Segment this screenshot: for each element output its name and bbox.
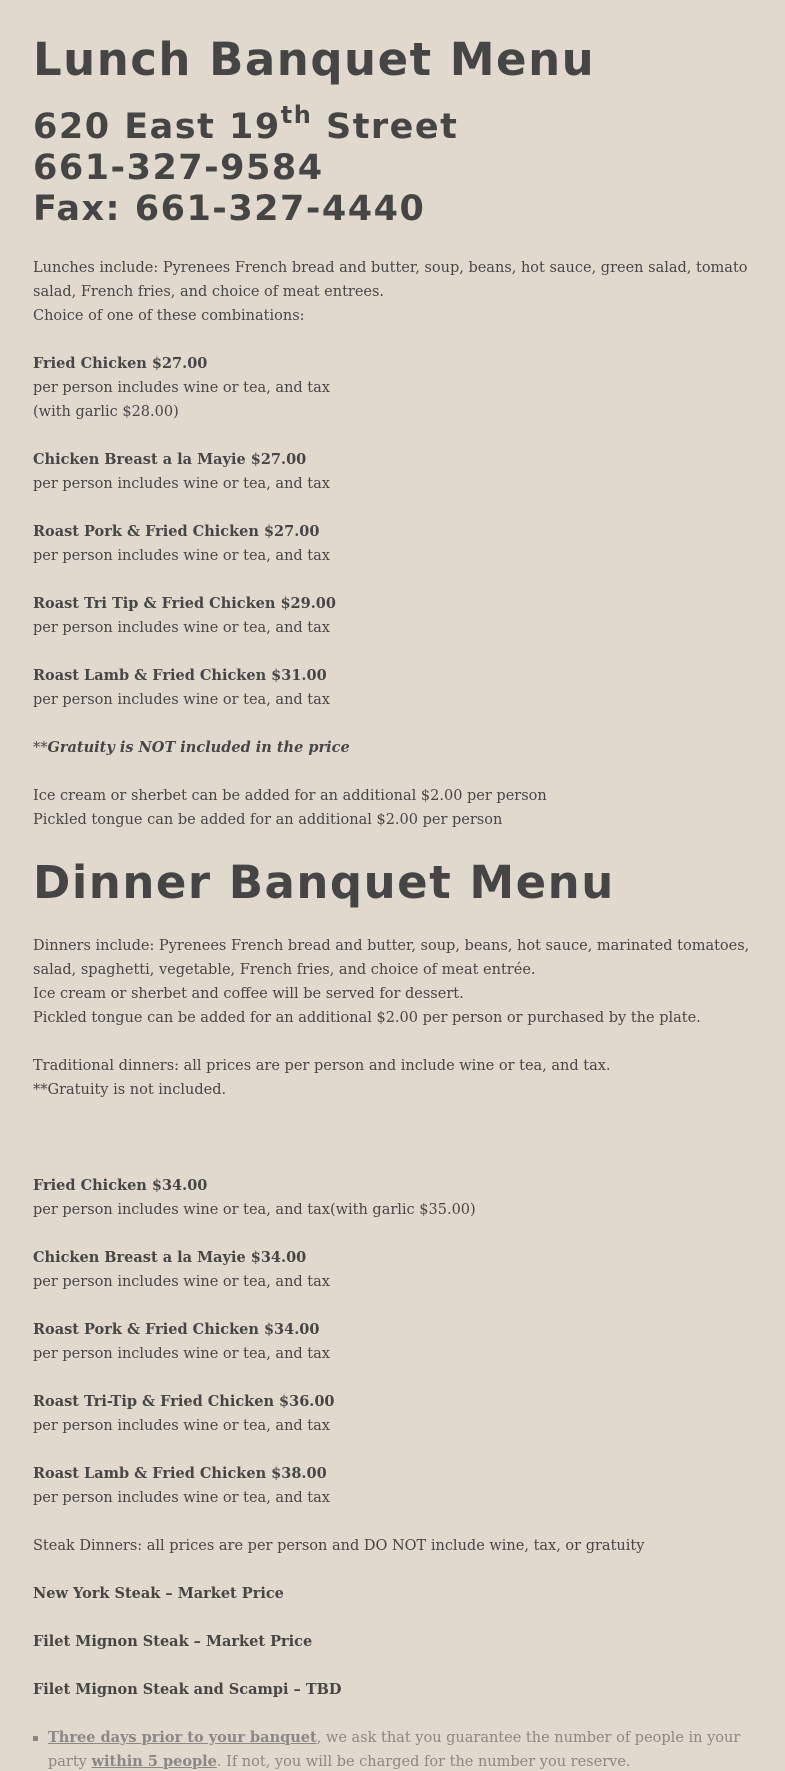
- lunch-item-name: Fried Chicken $27.00: [33, 355, 208, 372]
- lunch-item: [33, 448, 752, 496]
- lunch-item-name: Roast Pork & Fried Chicken $27.00: [33, 523, 320, 540]
- lunch-item: [33, 520, 752, 568]
- fax-number: Fax: 661-327-4440: [33, 189, 426, 229]
- steak-intro: Steak Dinners: all prices are per person and DO NOT include wine, tax, or gratuity: [33, 1538, 645, 1554]
- lunch-intro: Lunches include: Pyrenees French bread and butter, soup, beans, hot sauce, green salad, tomato salad, French fries, and choice of meat entrees. Choice of one of these combinations:: [33, 260, 748, 324]
- steak-item: New York Steak – Market Price: [33, 1585, 284, 1602]
- contact-block: [33, 101, 752, 230]
- lunch-item: [33, 664, 752, 712]
- lunch-item: [33, 592, 752, 640]
- dinner-item: [33, 1318, 752, 1366]
- lunch-item-desc: per person includes wine or tea, and tax: [33, 476, 330, 492]
- lunch-gratuity-note: **Gratuity is NOT included in the price: [33, 739, 350, 756]
- dinner-item-name: Roast Lamb & Fried Chicken $38.00: [33, 1465, 327, 1482]
- steak-item: Filet Mignon Steak and Scampi – TBD: [33, 1681, 342, 1698]
- dinner-item-name: Chicken Breast a la Mayie $34.00: [33, 1249, 307, 1266]
- lunch-item-name: Roast Lamb & Fried Chicken $31.00: [33, 667, 327, 684]
- lunch-menu-title: Lunch Banquet Menu: [33, 33, 596, 86]
- dinner-item-desc: per person includes wine or tea, and tax(with garlic $35.00): [33, 1202, 476, 1218]
- lunch-item: [33, 352, 752, 424]
- dinner-traditional-note: Traditional dinners: all prices are per person and include wine or tea, and tax. **Gratuity is not included.: [33, 1058, 611, 1098]
- lunch-item-desc: per person includes wine or tea, and tax: [33, 548, 330, 564]
- banquet-notes: [33, 1726, 752, 1771]
- dinner-item-name: Roast Pork & Fried Chicken $34.00: [33, 1321, 320, 1338]
- dinner-item: [33, 1462, 752, 1510]
- dinner-item-name: Roast Tri-Tip & Fried Chicken $36.00: [33, 1393, 335, 1410]
- dinner-menu-title: Dinner Banquet Menu: [33, 856, 615, 909]
- lunch-addons: Ice cream or sherbet can be added for an additional $2.00 per person Pickled tongue can be added for an additional $2.00 per person: [33, 788, 547, 828]
- steak-item: Filet Mignon Steak – Market Price: [33, 1633, 313, 1650]
- dinner-item-desc: per person includes wine or tea, and tax: [33, 1418, 330, 1434]
- address: 620 East 19th Street: [33, 101, 459, 147]
- dinner-item-desc: per person includes wine or tea, and tax: [33, 1346, 330, 1362]
- lunch-item-desc: per person includes wine or tea, and tax: [33, 692, 330, 708]
- dinner-item: [33, 1174, 752, 1222]
- lunch-item-name: Roast Tri Tip & Fried Chicken $29.00: [33, 595, 336, 612]
- dinner-item-desc: per person includes wine or tea, and tax: [33, 1490, 330, 1506]
- dinner-item: [33, 1390, 752, 1438]
- lunch-item-name: Chicken Breast a la Mayie $27.00: [33, 451, 307, 468]
- lunch-item-desc: per person includes wine or tea, and tax: [33, 620, 330, 636]
- lunch-item-extra: (with garlic $28.00): [33, 404, 179, 420]
- dinner-item: [33, 1246, 752, 1294]
- phone-number: 661-327-9584: [33, 148, 324, 188]
- guarantee-note: Three days prior to your banquet, we ask that you guarantee the number of people in your party within 5 people. If not, you will be charged for the number you reserve.: [48, 1726, 752, 1771]
- dinner-item-desc: per person includes wine or tea, and tax: [33, 1274, 330, 1290]
- dinner-intro: Dinners include: Pyrenees French bread and butter, soup, beans, hot sauce, marinated tomatoes, salad, spaghetti, vegetable, French fries, and choice of meat entrée. Ice cream or sherbet and coffee will be served for dessert. Pickled tongue can be added for an additional $2.00 per person or purchased by the plate.: [33, 938, 750, 1026]
- dinner-item-name: Fried Chicken $34.00: [33, 1177, 208, 1194]
- lunch-item-desc: per person includes wine or tea, and tax: [33, 380, 330, 396]
